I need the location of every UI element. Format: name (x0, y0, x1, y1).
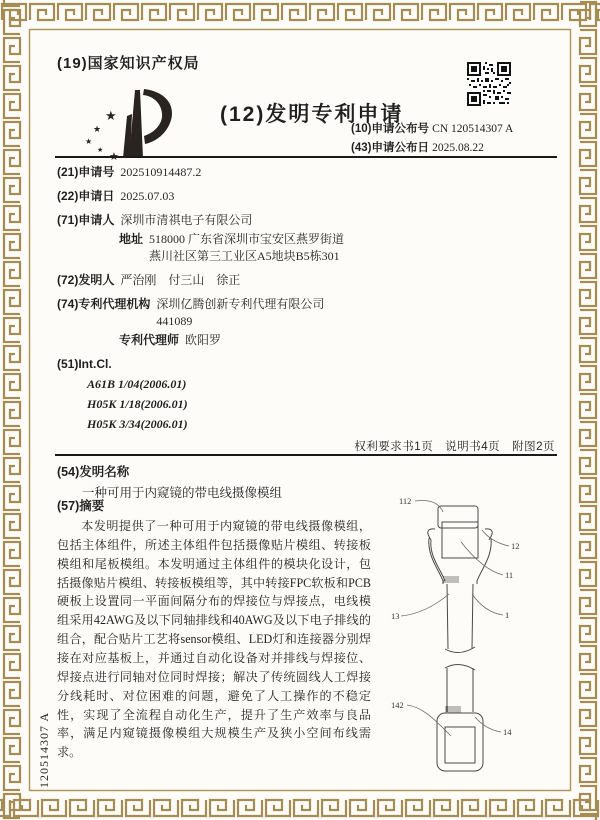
publication-number-line (351, 120, 513, 139)
publication-number: CN 120514307 A (432, 123, 514, 135)
figure-label-112: 112 (399, 496, 412, 506)
abstract-text: 本发明提供了一种可用于内窥镜的带电线摄像模组，包括主体组件，所述主体组件包括摄像贴片模组、转接板模组和尾板模组。本发明通过主体组件的模块化设计，包括摄像贴片模组、转接板模组等，其中转接FPC软板和PCB硬板上设置同一平面间隔分布的焊接位与焊接点，电线模组采用42AWG及以下同轴排线和40AWG及以下电子排线的组合，配合贴片工艺将sensor模组、LED灯和连接器分别焊接在对应基板上，并通过自动化设备对并排线与焊接位、焊接点进行同轴对位同时焊接；解决了传统圆线人工焊接分线耗时、对位困难的问题，避免了人工操作的不稳定性，实现了全流程自动化生产，提升了生产效率与良品率，满足内窥镜摄像模组大规模生产及狭小空间布线需求。 (57, 519, 371, 760)
agent-label: 专利代理师 (119, 333, 180, 348)
svg-text:★: ★ (85, 137, 93, 146)
application-number-label: (21)申请号 (57, 165, 115, 179)
applicant-row (57, 212, 381, 229)
intcl-class-3: H05K 3/34(2006.01) (87, 417, 188, 432)
application-number-row (57, 164, 381, 181)
inventors-names: 严治刚 付三山 徐正 (120, 273, 241, 288)
publication-date: 2025.08.22 (432, 142, 484, 154)
application-date-label: (22)申请日 (57, 189, 115, 204)
applicant-address: 518000 广东省深圳市宝安区燕罗街道燕川社区第三工业区A5地块B5栋301 (149, 232, 345, 264)
applicant-label: (71)申请人 (57, 213, 115, 228)
intcl-class-1: A61B 1/04(2006.01) (87, 377, 187, 392)
address-label: 地址 (119, 232, 144, 247)
applicant-address-row (119, 231, 381, 265)
intcl-label: (51)Int.Cl. (57, 357, 112, 372)
intcl-row (57, 356, 381, 373)
qr-code-icon (467, 62, 511, 106)
figure-label-13: 13 (391, 611, 400, 621)
page-content (55, 50, 557, 790)
application-number: 202510914487.2 (120, 165, 202, 179)
vertical-publication-number: 120514307 A (37, 712, 51, 789)
header-divider (55, 156, 557, 158)
agency-name: 深圳亿腾创新专利代理有限公司 441089 (156, 297, 325, 329)
figure-label-142: 142 (391, 700, 404, 710)
publication-date-label: (43)申请公布日 (351, 142, 429, 154)
invention-title-label: (54)发明名称 (57, 465, 130, 479)
cnipa-logo (83, 86, 193, 164)
application-date: 2025.07.03 (120, 189, 175, 204)
inventors-label: (72)发明人 (57, 273, 115, 288)
publication-number-label: (10)申请公布号 (351, 123, 429, 135)
bibliographic-data (57, 164, 381, 436)
svg-text:★: ★ (105, 108, 117, 123)
agent-name: 欧阳罗 (185, 333, 222, 348)
svg-text:★: ★ (97, 147, 104, 154)
intcl-class-2: H05K 1/18(2006.01) (87, 397, 188, 412)
document-type-title: (12)发明专利申请 (220, 103, 404, 126)
section-divider (55, 454, 557, 456)
agent-row (119, 332, 381, 349)
figure-label-14: 14 (503, 727, 512, 737)
patent-figure (385, 484, 560, 790)
figure-label-12: 12 (511, 541, 520, 551)
abstract-label: (57)摘要 (57, 499, 105, 513)
pages-summary: 权利要求书1页 说明书4页 附图2页 (354, 441, 555, 453)
agency-label: (74)专利代理机构 (57, 297, 151, 312)
figure-label-1: 1 (505, 610, 510, 620)
application-date-row (57, 188, 381, 205)
abstract-section (57, 496, 371, 762)
applicant-name: 深圳市清祺电子有限公司 (120, 213, 253, 228)
invention-title: 一种可用于内窥镜的带电线摄像模组 (82, 486, 283, 500)
publication-info (351, 120, 513, 158)
issuing-office: (19)国家知识产权局 (57, 55, 200, 72)
inventors-row (57, 272, 381, 289)
svg-text:★: ★ (93, 124, 102, 134)
figure-label-11: 11 (505, 570, 514, 580)
agency-row (57, 296, 381, 330)
